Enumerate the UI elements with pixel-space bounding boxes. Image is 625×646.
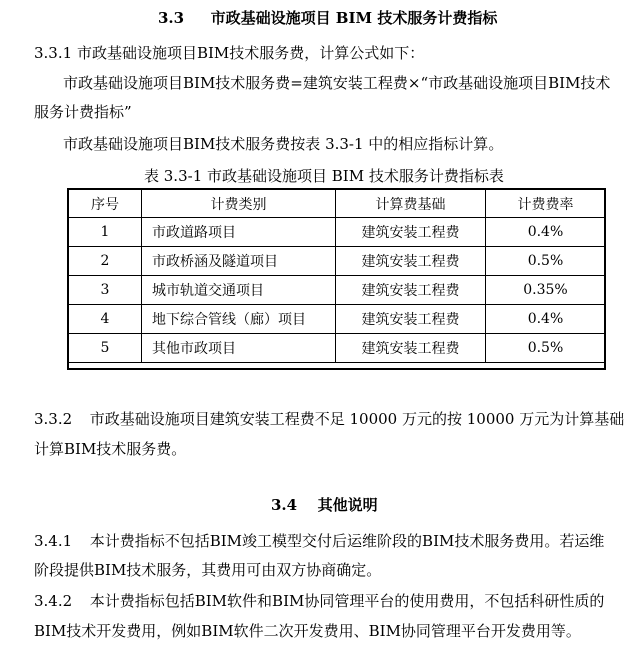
header-cell: 计费费率 (486, 190, 606, 218)
rate-cell: 0.35% (486, 276, 606, 305)
formula-line-2: 服务计费指标” (34, 103, 132, 121)
section-number: 3.4 (271, 496, 298, 514)
section-3-3-heading (158, 7, 497, 28)
clause-number: 3.3.2 (34, 410, 73, 428)
table-caption: 表 3.3-1 市政基础设施项目 BIM 技术服务计费指标表 (144, 167, 504, 185)
section-title: 其他说明 (317, 496, 378, 514)
category-cell: 地下综合管线（廊）项目 (142, 305, 336, 334)
section-3-4-heading (271, 494, 378, 515)
category-cell: 其他市政项目 (142, 334, 336, 363)
clause-text: 市政基础设施项目BIM技术服务费，计算公式如下： (76, 44, 425, 62)
rate-cell: 0.5% (486, 334, 606, 363)
table-row (69, 334, 606, 363)
clause-3-4-2-line-2: BIM技术开发费用，例如BIM软件二次开发费用、BIM协同管理平台开发费用等。 (34, 622, 581, 640)
clause-number: 3.3.1 (34, 44, 73, 62)
clause-3-3-2-line-2: 计算BIM技术服务费。 (34, 440, 187, 458)
rate-cell: 0.4% (486, 218, 606, 247)
basis-cell: 建筑安装工程费 (336, 305, 486, 334)
clause-3-4-2 (34, 590, 604, 611)
clause-text: 本计费指标包括BIM软件和BIM协同管理平台的使用费用，不包括科研性质的 (89, 592, 605, 610)
header-cell: 序号 (69, 190, 142, 218)
table-reference-note: 市政基础设施项目BIM技术服务费按表 3.3-1 中的相应指标计算。 (63, 135, 504, 153)
clause-3-3-1 (34, 42, 424, 63)
table-row (69, 247, 606, 276)
clause-text: 本计费指标不包括BIM竣工模型交付后运维阶段的BIM技术服务费用。若运维 (89, 532, 605, 550)
clause-text: 市政基础设施项目建筑安装工程费不足 10000 万元的按 10000 万元为计算基础 (89, 410, 625, 428)
row-number-cell: 3 (69, 276, 142, 305)
clause-3-4-1-line-2: 阶段提供BIM技术服务，其费用可由双方协商确定。 (34, 561, 382, 579)
clause-3-3-2 (34, 408, 624, 429)
table-row (69, 305, 606, 334)
rate-cell: 0.5% (486, 247, 606, 276)
table-row (69, 276, 606, 305)
header-cell: 计费类别 (142, 190, 336, 218)
basis-cell: 建筑安装工程费 (336, 334, 486, 363)
fee-rate-table (68, 189, 606, 363)
row-number-cell: 5 (69, 334, 142, 363)
row-number-cell: 2 (69, 247, 142, 276)
row-number-cell: 4 (69, 305, 142, 334)
category-cell: 城市轨道交通项目 (142, 276, 336, 305)
category-cell: 市政桥涵及隧道项目 (142, 247, 336, 276)
basis-cell: 建筑安装工程费 (336, 218, 486, 247)
rate-cell: 0.4% (486, 305, 606, 334)
clause-3-4-1 (34, 530, 604, 551)
clause-number: 3.4.2 (34, 592, 73, 610)
basis-cell: 建筑安装工程费 (336, 276, 486, 305)
section-number: 3.3 (158, 9, 185, 27)
section-title: 市政基础设施项目 BIM 技术服务计费指标 (210, 9, 498, 27)
basis-cell: 建筑安装工程费 (336, 247, 486, 276)
clause-number: 3.4.1 (34, 532, 73, 550)
category-cell: 市政道路项目 (142, 218, 336, 247)
table-row (69, 218, 606, 247)
row-number-cell: 1 (69, 218, 142, 247)
formula-line-1: 市政基础设施项目BIM技术服务费=建筑安装工程费×“市政基础设施项目BIM技术 (63, 74, 611, 92)
header-cell: 计算费基础 (336, 190, 486, 218)
table-header-row (69, 190, 606, 218)
